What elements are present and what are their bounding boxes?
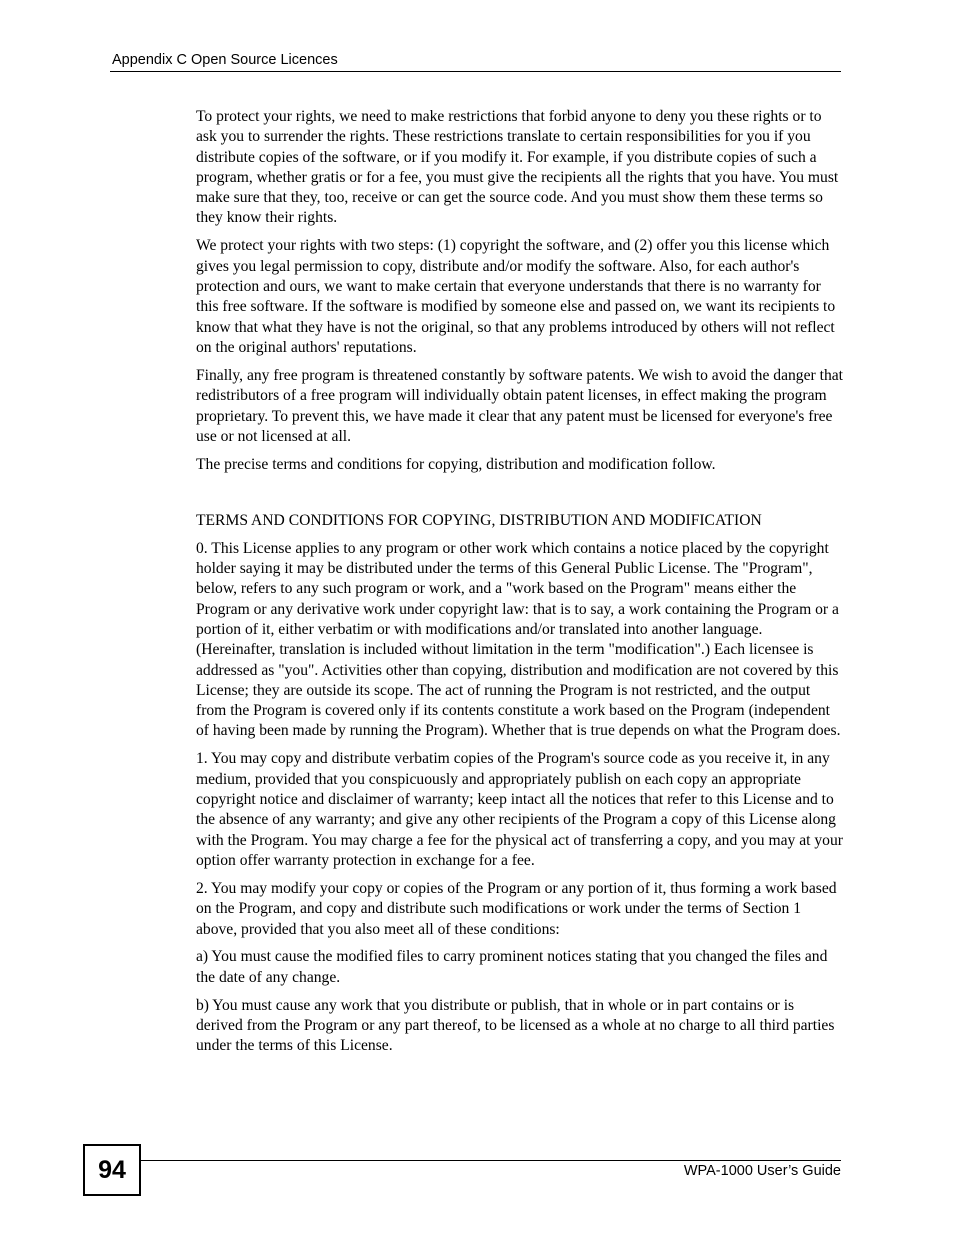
paragraph-terms-follow: The precise terms and conditions for copying, distribution and modification follow. — [196, 455, 716, 473]
page-number: 94 — [83, 1144, 141, 1196]
running-header: Appendix C Open Source Licences — [112, 52, 338, 68]
clause-2b: b) You must cause any work that you distribute or publish, that in whole or in part contains or is derived from the Program or any part thereof, to be licensed as a whole at no charge to all third parties under the terms of this License. — [196, 996, 835, 1055]
footer-divider — [139, 1160, 841, 1161]
clause-2: 2. You may modify your copy or copies of the Program or any portion of it, thus forming a work based on the Program, and copy and distribute such modifications or work under the terms of Section 1 above, provided that you also meet all of these conditions: — [196, 879, 837, 938]
header-divider — [110, 71, 841, 72]
guide-title: WPA-1000 User’s Guide — [683, 1163, 841, 1179]
paragraph-protect-rights: To protect your rights, we need to make restrictions that forbid anyone to deny you these rights or to ask you to surrender the rights. These restrictions translate to certain responsibilities for you if you distribute copies of the software, or if you modify it. For example, if you distribute copies of such a program, whether gratis or for a fee, you must give the recipients all the rights that you have. You must make sure that they, too, receive or can get the source code. And you must show them these terms so they know their rights. — [196, 108, 839, 227]
paragraph-two-steps: We protect your rights with two steps: (1) copyright the software, and (2) offer you this license which gives you legal permission to copy, distribute and/or modify the software. Also, for each author's protection and ours, we want to make certain that everyone understands that there is no warranty for this free software. If the software is modified by someone else and passed on, we want its recipients to know that what they have is not the original, so that any problems introduced by others will not reflect on the original authors' reputations. — [196, 237, 836, 356]
clause-1: 1. You may copy and distribute verbatim copies of the Program's source code as you receive it, in any medium, provided that you conspicuously and appropriately publish on each copy an appropriate copyright notice and disclaimer of warranty; keep intact all the notices that refer to this License and to the absence of any warranty; and give any other recipients of the Program a copy of this License along with the Program. You may charge a fee for the physical act of transferring a copy, and you may at your option offer warranty protection in exchange for a fee. — [196, 750, 843, 869]
paragraph-software-patents: Finally, any free program is threatened constantly by software patents. We wish to avoid the danger that redistributors of a free program will individually obtain patent licenses, in effect making the program proprietary. To prevent this, we have made it clear that any patent must be licensed for everyone's free use or not licensed at all. — [196, 366, 843, 445]
terms-heading: TERMS AND CONDITIONS FOR COPYING, DISTRIBUTION AND MODIFICATION — [196, 511, 762, 529]
clause-2a: a) You must cause the modified files to carry prominent notices stating that you changed the files and the date of any change. — [196, 948, 828, 986]
document-body — [196, 107, 844, 1064]
clause-0: 0. This License applies to any program or other work which contains a notice placed by the copyright holder saying it may be distributed under the terms of this General Public License. The "Program", below, refers to any such program or work, and a "work based on the Program" means either the Program or any derivative work under copyright law: that is to say, a work containing the Program or a portion of it, either verbatim or with modifications and/or translated into another language. (Hereinafter, translation is included without limitation in the term "modification".) Each licensee is addressed as "you". Activities other than copying, distribution and modification are not covered by this License; they are outside its scope. The act of running the Program is not restricted, and the output from the Program is covered only if its contents constitute a work based on the Program (independent of having been made by running the Program). Whether that is true depends on what the Program does. — [196, 539, 841, 740]
